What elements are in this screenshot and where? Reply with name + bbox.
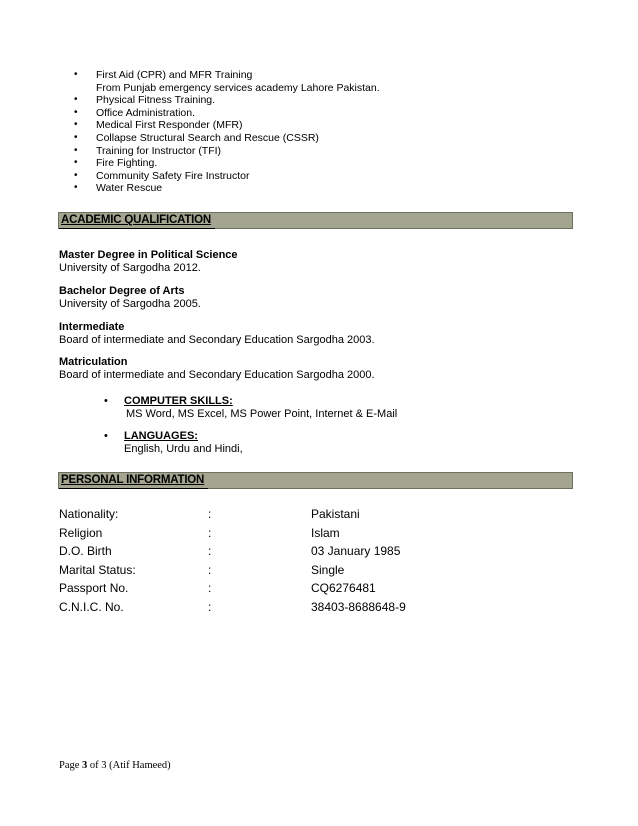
degree-institute: University of Sargodha 2012. — [59, 261, 201, 274]
info-separator: : — [208, 544, 212, 559]
training-item-text: Office Administration. — [96, 106, 196, 119]
info-value: 03 January 1985 — [311, 544, 401, 559]
info-separator: : — [208, 562, 212, 577]
bullet-icon: • — [74, 106, 78, 118]
personal-section-title: PERSONAL INFORMATION — [59, 473, 208, 489]
footer-page-number: 3 — [82, 760, 88, 771]
degree-title: Bachelor Degree of Arts — [59, 285, 185, 297]
training-item-text: Collapse Structural Search and Rescue (CSSR) — [96, 131, 319, 144]
info-separator: : — [208, 507, 212, 521]
academic-section-header — [58, 212, 573, 229]
degree-institute: Board of intermediate and Secondary Education Sargodha 2003. — [59, 333, 375, 346]
training-item — [62, 145, 380, 158]
skill-title: LANGUAGES: — [124, 430, 198, 442]
footer-prefix: Page — [59, 760, 83, 771]
training-item — [62, 107, 380, 120]
training-item — [62, 119, 380, 132]
education-entry — [59, 285, 201, 311]
bullet-icon: • — [74, 131, 78, 143]
training-item-text: Water Rescue — [96, 182, 163, 195]
academic-section-title: ACADEMIC QUALIFICATION — [59, 213, 215, 229]
info-value: 38403-8688648-9 — [311, 599, 406, 614]
page-footer — [59, 760, 171, 771]
info-separator: : — [208, 525, 212, 540]
degree-title: Master Degree in Political Science — [59, 249, 238, 261]
info-separator: : — [208, 581, 212, 596]
training-item — [62, 170, 380, 183]
skill-value: MS Word, MS Excel, MS Power Point, Internet & E-Mail — [126, 407, 398, 420]
info-value: CQ6276481 — [311, 581, 376, 596]
info-label: D.O. Birth — [59, 544, 112, 559]
bullet-icon: • — [74, 144, 78, 156]
degree-title: Matriculation — [59, 356, 128, 368]
training-item — [62, 94, 380, 107]
training-item-text: Physical Fitness Training. — [96, 94, 216, 107]
bullet-icon: • — [74, 119, 78, 131]
bullet-icon: • — [74, 69, 78, 80]
training-item-text: Community Safety Fire Instructor — [96, 169, 250, 182]
info-label: Marital Status: — [59, 562, 136, 577]
training-item-text: Medical First Responder (MFR) — [96, 119, 243, 132]
bullet-icon: • — [74, 157, 78, 169]
info-separator: : — [208, 599, 212, 614]
bullet-icon: • — [74, 94, 78, 106]
education-entry — [59, 321, 375, 347]
bullet-icon: • — [104, 395, 108, 407]
degree-title: Intermediate — [59, 321, 125, 333]
skill-value: English, Urdu and Hindi, — [124, 442, 243, 455]
training-item — [62, 69, 380, 94]
info-label: Passport No. — [59, 581, 129, 596]
training-list — [62, 69, 380, 195]
degree-institute: University of Sargodha 2005. — [59, 297, 201, 310]
training-item — [62, 182, 380, 195]
training-item-subtext: From Punjab emergency services academy Lahore Pakistan. — [96, 81, 380, 94]
footer-suffix: of 3 (Atif Hameed) — [87, 760, 171, 771]
training-item-text: Training for Instructor (TFI) — [96, 144, 222, 157]
training-item — [62, 132, 380, 145]
info-label: C.N.I.C. No. — [59, 599, 124, 614]
info-label: Nationality: — [59, 507, 119, 521]
personal-section-header — [58, 472, 573, 489]
info-label: Religion — [59, 525, 103, 540]
skill-title: COMPUTER SKILLS: — [124, 395, 233, 407]
bullet-icon: • — [104, 430, 108, 442]
training-item-text: First Aid (CPR) and MFR Training — [96, 69, 253, 81]
training-item-text: Fire Fighting. — [96, 157, 158, 170]
education-entry — [59, 249, 238, 275]
training-item — [62, 157, 380, 170]
bullet-icon: • — [74, 169, 78, 181]
info-value: Pakistani — [311, 507, 360, 521]
bullet-icon: • — [74, 182, 78, 194]
info-value: Islam — [311, 525, 340, 540]
info-value: Single — [311, 562, 345, 577]
education-entry — [59, 356, 375, 382]
degree-institute: Board of intermediate and Secondary Education Sargodha 2000. — [59, 368, 375, 381]
